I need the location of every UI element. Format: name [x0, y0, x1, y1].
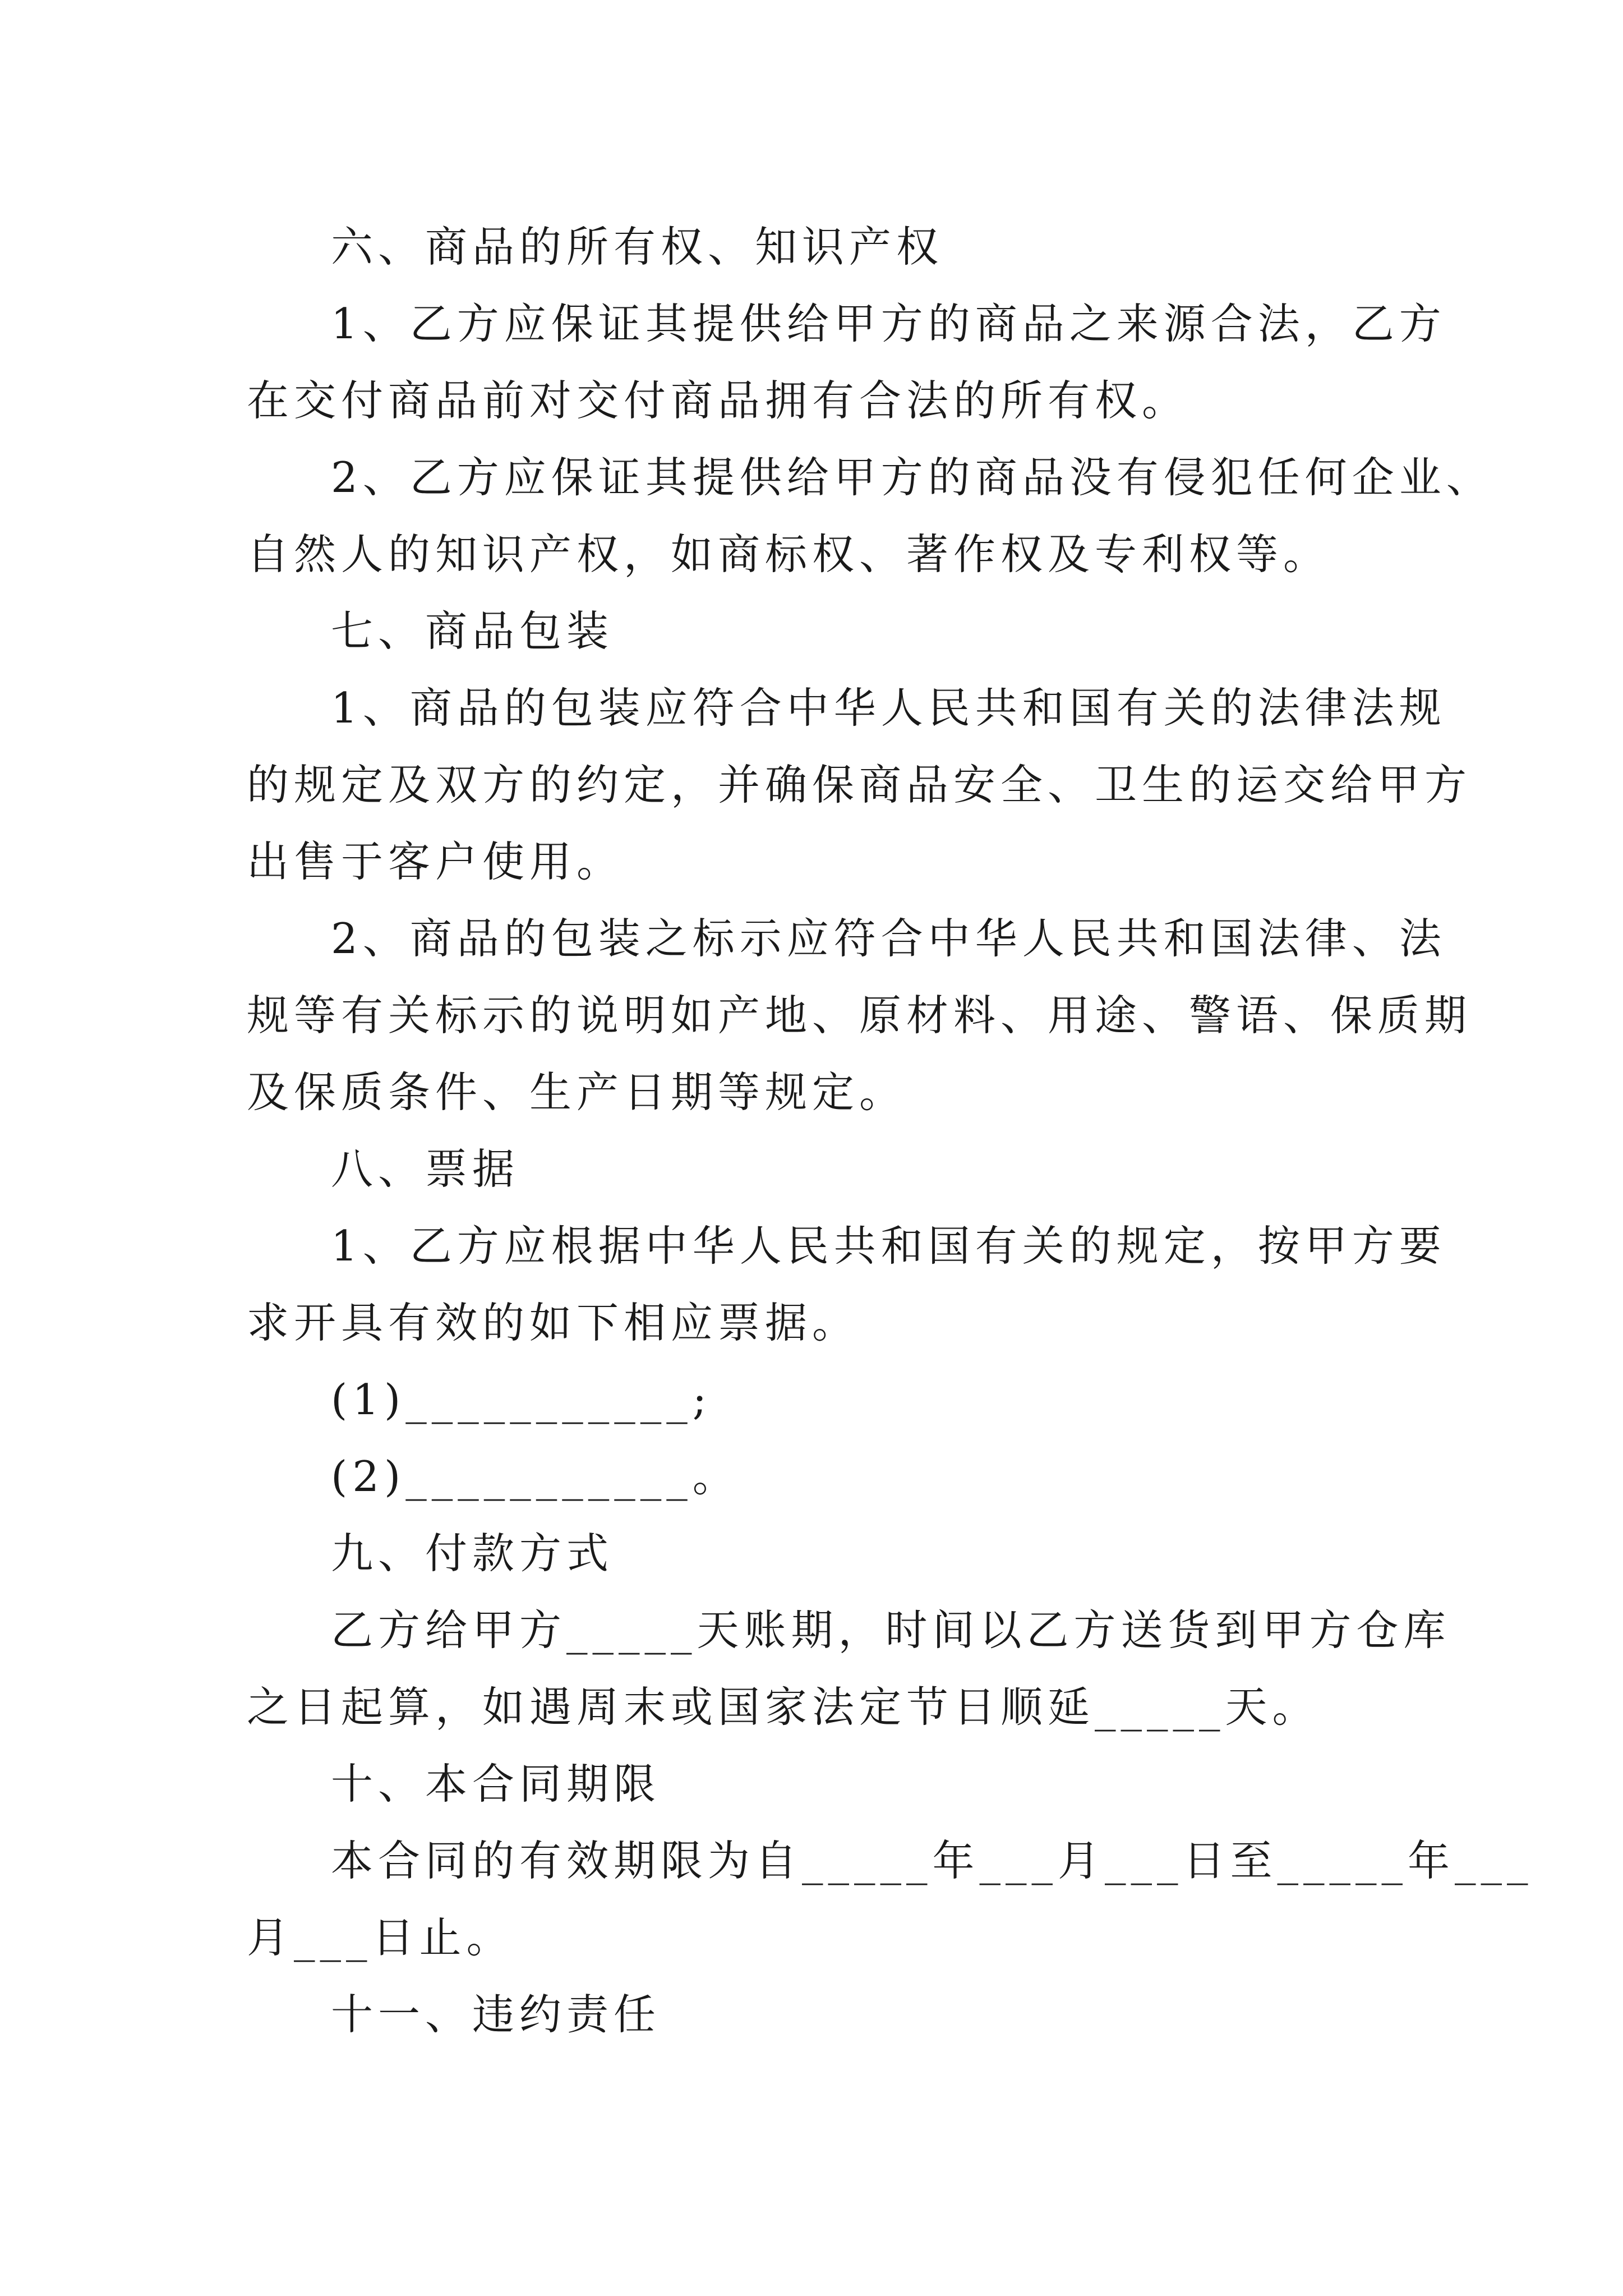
invoice-item-2: (2)___________。: [331, 1452, 740, 1501]
paragraph-line: 之日起算，如遇周末或国家法定节日顺延_____天。: [247, 1682, 1320, 1732]
paragraph-line: 2、商品的包装之标示应符合中华人民共和国法律、法: [331, 914, 1446, 963]
section-heading-invoices: 八、票据: [331, 1144, 520, 1194]
paragraph-line: 1、商品的包装应符合中华人民共和国有关的法律法规: [331, 683, 1446, 733]
paragraph-line: 1、乙方应根据中华人民共和国有关的规定，按甲方要: [331, 1221, 1446, 1271]
paragraph-line: 在交付商品前对交付商品拥有合法的所有权。: [247, 376, 1189, 425]
paragraph-line: 及保质条件、生产日期等规定。: [247, 1068, 907, 1117]
paragraph-line: 出售于客户使用。: [247, 837, 624, 886]
paragraph-line: 求开具有效的如下相应票据。: [247, 1298, 860, 1347]
paragraph-line: 2、乙方应保证其提供给甲方的商品没有侵犯任何企业、: [331, 453, 1493, 502]
paragraph-line: 本合同的有效期限为自_____年___月___日至_____年___: [331, 1836, 1533, 1885]
paragraph-line: 1、乙方应保证其提供给甲方的商品之来源合法，乙方: [331, 299, 1446, 348]
paragraph-line: 月___日止。: [247, 1913, 514, 1962]
section-heading-term: 十、本合同期限: [331, 1759, 661, 1809]
section-heading-liability: 十一、违约责任: [331, 1990, 661, 2039]
paragraph-line: 规等有关标示的说明如产地、原材料、用途、警语、保质期: [247, 991, 1472, 1040]
invoice-item-1: (1)___________;: [331, 1375, 712, 1424]
paragraph-line: 自然人的知识产权，如商标权、著作权及专利权等。: [247, 530, 1331, 579]
paragraph-line: 乙方给甲方_____天账期，时间以乙方送货到甲方仓库: [331, 1605, 1451, 1655]
document-body: [247, 209, 1533, 2053]
section-heading-packaging: 七、商品包装: [331, 606, 614, 656]
section-heading-ownership: 六、商品的所有权、知识产权: [331, 222, 944, 272]
paragraph-line: 的规定及双方的约定，并确保商品安全、卫生的运交给甲方: [247, 760, 1472, 809]
section-heading-payment: 九、付款方式: [331, 1529, 614, 1578]
